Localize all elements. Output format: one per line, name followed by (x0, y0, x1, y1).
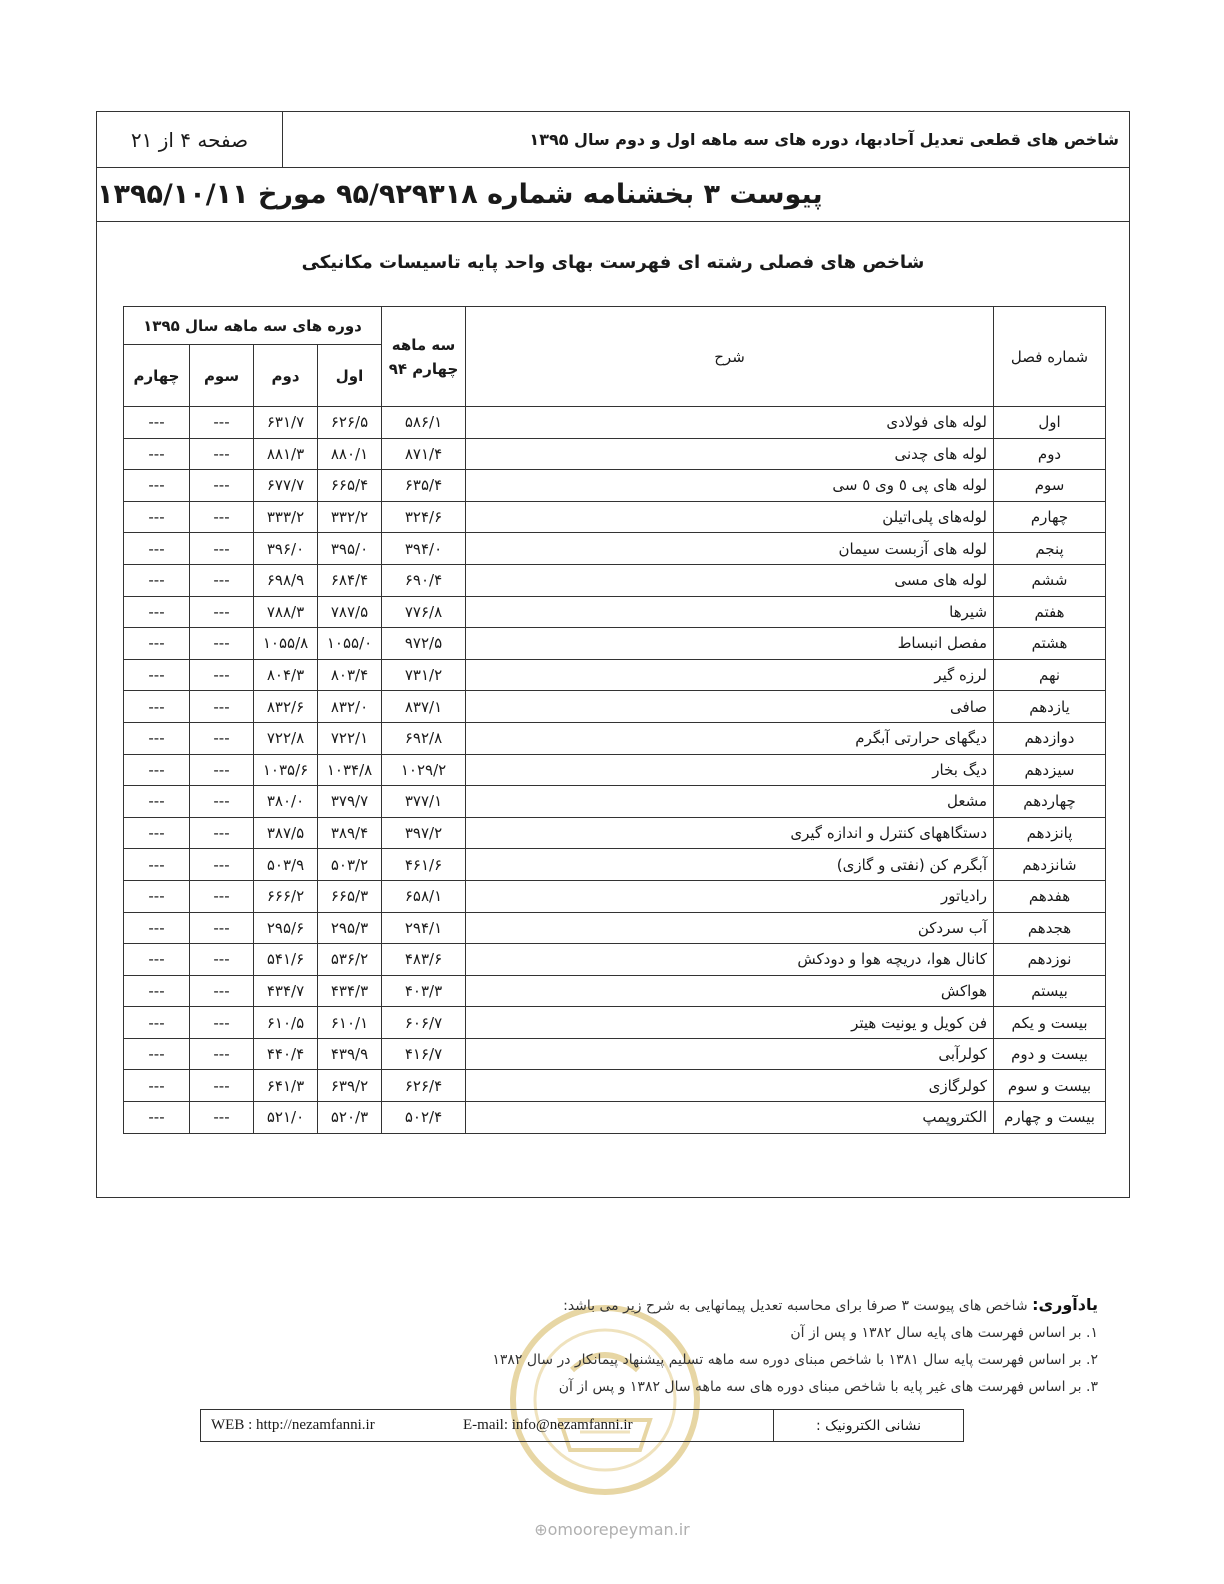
q4-cell: --- (124, 564, 190, 596)
contact-label: نشانی الکترونیک : (773, 1410, 963, 1441)
q1-cell: ۳۹۵/۰ (318, 533, 382, 565)
q1-cell: ۷۸۷/۵ (318, 596, 382, 628)
q3-cell: --- (190, 407, 254, 439)
description-cell: لوله‌های پلی‌اتیلن (466, 501, 994, 533)
table-row (124, 849, 1106, 881)
table-row (124, 880, 1106, 912)
description-cell: فن کویل و یونیت هیتر (466, 1007, 994, 1039)
header-description: شرح (466, 307, 994, 407)
q2-cell: ۸۸۱/۳ (254, 438, 318, 470)
prev-quarter-cell: ۹۷۲/۵ (382, 628, 466, 660)
q3-cell: --- (190, 564, 254, 596)
prev-quarter-cell: ۴۸۳/۶ (382, 944, 466, 976)
q1-cell: ۸۳۲/۰ (318, 691, 382, 723)
chapter-cell: بیست و چهارم (994, 1102, 1106, 1134)
q3-cell: --- (190, 849, 254, 881)
prev-quarter-cell: ۲۹۴/۱ (382, 912, 466, 944)
table-row (124, 944, 1106, 976)
description-cell: مشعل (466, 786, 994, 818)
table-row (124, 501, 1106, 533)
prev-quarter-cell: ۳۷۷/۱ (382, 786, 466, 818)
table-row (124, 975, 1106, 1007)
description-cell: لوله های چدنی (466, 438, 994, 470)
chapter-cell: هفتم (994, 596, 1106, 628)
footer-site (0, 1520, 1224, 1539)
table-row (124, 691, 1106, 723)
q2-cell: ۶۷۷/۷ (254, 470, 318, 502)
q3-cell: --- (190, 691, 254, 723)
table-row (124, 786, 1106, 818)
contact-box (200, 1409, 964, 1442)
q2-cell: ۱۰۵۵/۸ (254, 628, 318, 660)
q3-cell: --- (190, 501, 254, 533)
q2-cell: ۶۹۸/۹ (254, 564, 318, 596)
header-row (97, 112, 1129, 168)
description-cell: لرزه گیر (466, 659, 994, 691)
q1-cell: ۳۳۲/۲ (318, 501, 382, 533)
prev-quarter-cell: ۶۳۵/۴ (382, 470, 466, 502)
description-cell: کولرآبی (466, 1038, 994, 1070)
table-row (124, 1102, 1106, 1134)
q2-cell: ۳۳۳/۲ (254, 501, 318, 533)
q3-cell: --- (190, 880, 254, 912)
header-q3: سوم (190, 345, 254, 407)
prev-quarter-cell: ۵۰۲/۴ (382, 1102, 466, 1134)
q2-cell: ۷۸۸/۳ (254, 596, 318, 628)
q4-cell: --- (124, 912, 190, 944)
description-cell: مفصل انبساط (466, 628, 994, 660)
notes-intro-line (492, 1291, 1098, 1320)
prev-quarter-cell: ۸۳۷/۱ (382, 691, 466, 723)
header-periods-group: دوره های سه ماهه سال ۱۳۹۵ (124, 307, 382, 345)
q2-cell: ۶۶۶/۲ (254, 880, 318, 912)
table-row (124, 533, 1106, 565)
q2-cell: ۶۳۱/۷ (254, 407, 318, 439)
q4-cell: --- (124, 691, 190, 723)
q3-cell: --- (190, 596, 254, 628)
table-body (124, 407, 1106, 1134)
q4-cell: --- (124, 975, 190, 1007)
q2-cell: ۵۰۳/۹ (254, 849, 318, 881)
q1-cell: ۵۳۶/۲ (318, 944, 382, 976)
q2-cell: ۳۹۶/۰ (254, 533, 318, 565)
description-cell: دیگ بخار (466, 754, 994, 786)
q2-cell: ۵۲۱/۰ (254, 1102, 318, 1134)
description-cell: رادیاتور (466, 880, 994, 912)
q1-cell: ۳۸۹/۴ (318, 817, 382, 849)
table-row (124, 1038, 1106, 1070)
q2-cell: ۵۴۱/۶ (254, 944, 318, 976)
description-cell: آبگرم کن (نفتی و گازی) (466, 849, 994, 881)
table-row (124, 1007, 1106, 1039)
table-row (124, 722, 1106, 754)
q4-cell: --- (124, 944, 190, 976)
q2-cell: ۸۰۴/۳ (254, 659, 318, 691)
chapter-cell: سوم (994, 470, 1106, 502)
circular-subtitle: پیوست ۳ بخشنامه شماره ۹۵/۹۲۹۳۱۸ مورخ ۱۳۹۵/۱۰/۱۱ (97, 168, 1129, 222)
q2-cell: ۴۳۴/۷ (254, 975, 318, 1007)
q4-cell: --- (124, 1102, 190, 1134)
description-cell: شیرها (466, 596, 994, 628)
q4-cell: --- (124, 786, 190, 818)
note-item-1: ۱. بر اساس فهرست های پایه سال ۱۳۸۲ و پس از آن (790, 1325, 1098, 1341)
q1-cell: ۶۲۶/۵ (318, 407, 382, 439)
chapter-cell: بیستم (994, 975, 1106, 1007)
table-row (124, 754, 1106, 786)
prev-quarter-cell: ۳۹۴/۰ (382, 533, 466, 565)
q1-cell: ۵۲۰/۳ (318, 1102, 382, 1134)
table-title: شاخص های فصلی رشته ای فهرست بهای واحد پایه تاسیسات مکانیکی (301, 252, 925, 273)
header-title: شاخص های قطعی تعدیل آحادبها، دوره های سه ماهه اول و دوم سال ۱۳۹۵ (529, 130, 1119, 149)
q4-cell: --- (124, 533, 190, 565)
chapter-cell: بیست و یکم (994, 1007, 1106, 1039)
q3-cell: --- (190, 975, 254, 1007)
q4-cell: --- (124, 628, 190, 660)
q4-cell: --- (124, 817, 190, 849)
description-cell: لوله های فولادی (466, 407, 994, 439)
q4-cell: --- (124, 1070, 190, 1102)
q2-cell: ۳۸۷/۵ (254, 817, 318, 849)
chapter-cell: بیست و سوم (994, 1070, 1106, 1102)
table-row (124, 470, 1106, 502)
table-row (124, 596, 1106, 628)
q1-cell: ۱۰۳۴/۸ (318, 754, 382, 786)
chapter-cell: هجدهم (994, 912, 1106, 944)
q1-cell: ۱۰۵۵/۰ (318, 628, 382, 660)
q1-cell: ۸۰۳/۴ (318, 659, 382, 691)
chapter-cell: چهارم (994, 501, 1106, 533)
q3-cell: --- (190, 817, 254, 849)
chapter-cell: یازدهم (994, 691, 1106, 723)
prev-quarter-cell: ۸۷۱/۴ (382, 438, 466, 470)
header-q1: اول (318, 345, 382, 407)
header-q4: چهارم (124, 345, 190, 407)
prev-quarter-cell: ۶۰۶/۷ (382, 1007, 466, 1039)
table-row (124, 817, 1106, 849)
q2-cell: ۷۲۲/۸ (254, 722, 318, 754)
q1-cell: ۶۳۹/۲ (318, 1070, 382, 1102)
q1-cell: ۳۷۹/۷ (318, 786, 382, 818)
description-cell: لوله های پی ٥ وی ٥ سی (466, 470, 994, 502)
prev-quarter-cell: ۵۸۶/۱ (382, 407, 466, 439)
q1-cell: ۶۶۵/۳ (318, 880, 382, 912)
prev-quarter-cell: ۶۹۲/۸ (382, 722, 466, 754)
q3-cell: --- (190, 628, 254, 660)
description-cell: کولرگازی (466, 1070, 994, 1102)
chapter-cell: ششم (994, 564, 1106, 596)
q2-cell: ۳۸۰/۰ (254, 786, 318, 818)
q1-cell: ۴۳۴/۳ (318, 975, 382, 1007)
table-row (124, 912, 1106, 944)
globe-icon: ⊕ (534, 1520, 548, 1539)
contact-web[interactable]: WEB : http://nezamfanni.ir (211, 1417, 375, 1433)
prev-quarter-cell: ۶۹۰/۴ (382, 564, 466, 596)
q1-cell: ۵۰۳/۲ (318, 849, 382, 881)
q1-cell: ۷۲۲/۱ (318, 722, 382, 754)
q3-cell: --- (190, 912, 254, 944)
notes-block (492, 1291, 1098, 1401)
prev-quarter-cell: ۴۶۱/۶ (382, 849, 466, 881)
q2-cell: ۸۳۲/۶ (254, 691, 318, 723)
q4-cell: --- (124, 1007, 190, 1039)
contact-email[interactable]: E-mail: info@nezamfanni.ir (463, 1417, 633, 1433)
chapter-cell: اول (994, 407, 1106, 439)
description-cell: دیگهای حرارتی آبگرم (466, 722, 994, 754)
q3-cell: --- (190, 470, 254, 502)
table-row (124, 1070, 1106, 1102)
prev-quarter-cell: ۶۲۶/۴ (382, 1070, 466, 1102)
q3-cell: --- (190, 722, 254, 754)
prev-quarter-cell: ۳۹۷/۲ (382, 817, 466, 849)
prev-quarter-cell: ۴۰۳/۳ (382, 975, 466, 1007)
chapter-cell: چهاردهم (994, 786, 1106, 818)
note-item-3: ۳. بر اساس فهرست های غیر پایه با شاخص مبنای دوره های سه ماهه سال ۱۳۸۲ و پس از آن (558, 1379, 1098, 1395)
q2-cell: ۱۰۳۵/۶ (254, 754, 318, 786)
q1-cell: ۴۳۹/۹ (318, 1038, 382, 1070)
q4-cell: --- (124, 754, 190, 786)
prev-quarter-cell: ۷۷۶/۸ (382, 596, 466, 628)
chapter-cell: پانزدهم (994, 817, 1106, 849)
note-item-2: ۲. بر اساس فهرست پایه سال ۱۳۸۱ با شاخص مبنای دوره سه ماهه تسلیم پیشنهاد پیمانکار در سال ۱۳۸۲ (492, 1352, 1098, 1368)
q3-cell: --- (190, 1070, 254, 1102)
q4-cell: --- (124, 659, 190, 691)
prev-quarter-cell: ۱۰۲۹/۲ (382, 754, 466, 786)
header-chapter-no: شماره فصل (994, 307, 1106, 407)
q3-cell: --- (190, 533, 254, 565)
q1-cell: ۶۶۵/۴ (318, 470, 382, 502)
q4-cell: --- (124, 501, 190, 533)
chapter-cell: نوزدهم (994, 944, 1106, 976)
chapter-cell: بیست و دوم (994, 1038, 1106, 1070)
q4-cell: --- (124, 596, 190, 628)
prev-quarter-cell: ۳۲۴/۶ (382, 501, 466, 533)
q3-cell: --- (190, 786, 254, 818)
description-cell: هواکش (466, 975, 994, 1007)
q4-cell: --- (124, 438, 190, 470)
q2-cell: ۶۱۰/۵ (254, 1007, 318, 1039)
q3-cell: --- (190, 659, 254, 691)
chapter-cell: نهم (994, 659, 1106, 691)
chapter-cell: پنجم (994, 533, 1106, 565)
table-row (124, 659, 1106, 691)
footer-site-text: omoorepeyman.ir (547, 1520, 690, 1539)
chapter-cell: هفدهم (994, 880, 1106, 912)
q2-cell: ۲۹۵/۶ (254, 912, 318, 944)
q3-cell: --- (190, 1038, 254, 1070)
q4-cell: --- (124, 880, 190, 912)
description-cell: دستگاههای کنترل و اندازه گیری (466, 817, 994, 849)
prev-quarter-cell: ۶۵۸/۱ (382, 880, 466, 912)
table-row (124, 438, 1106, 470)
q4-cell: --- (124, 470, 190, 502)
q1-cell: ۸۸۰/۱ (318, 438, 382, 470)
q1-cell: ۲۹۵/۳ (318, 912, 382, 944)
q4-cell: --- (124, 407, 190, 439)
prev-quarter-cell: ۴۱۶/۷ (382, 1038, 466, 1070)
q4-cell: --- (124, 722, 190, 754)
chapter-cell: شانزدهم (994, 849, 1106, 881)
notes-intro: شاخص های پیوست ۳ صرفا برای محاسبه تعدیل پیمانهایی به شرح زیر می باشد: (563, 1298, 1028, 1314)
index-table (123, 306, 1106, 1134)
q3-cell: --- (190, 754, 254, 786)
description-cell: الکتروپمپ (466, 1102, 994, 1134)
description-cell: صافی (466, 691, 994, 723)
header-q2: دوم (254, 345, 318, 407)
header-prev-quarter: سه ماهه چهارم ۹۴ (382, 307, 466, 407)
q2-cell: ۴۴۰/۴ (254, 1038, 318, 1070)
q4-cell: --- (124, 849, 190, 881)
description-cell: لوله های مسی (466, 564, 994, 596)
q4-cell: --- (124, 1038, 190, 1070)
q1-cell: ۶۱۰/۱ (318, 1007, 382, 1039)
q2-cell: ۶۴۱/۳ (254, 1070, 318, 1102)
q3-cell: --- (190, 438, 254, 470)
q3-cell: --- (190, 1007, 254, 1039)
table-row (124, 628, 1106, 660)
chapter-cell: دوم (994, 438, 1106, 470)
description-cell: کانال هوا، دریچه هوا و دودکش (466, 944, 994, 976)
q3-cell: --- (190, 944, 254, 976)
document-frame (96, 111, 1130, 1198)
table-row (124, 407, 1106, 439)
table-row (124, 564, 1106, 596)
q1-cell: ۶۸۴/۴ (318, 564, 382, 596)
chapter-cell: دوازدهم (994, 722, 1106, 754)
chapter-cell: سیزدهم (994, 754, 1106, 786)
page-number: صفحه ۴ از ۲۱ (97, 112, 283, 167)
description-cell: لوله های آزبست سیمان (466, 533, 994, 565)
prev-quarter-cell: ۷۳۱/۲ (382, 659, 466, 691)
notes-lead: یادآوری: (1032, 1295, 1098, 1314)
chapter-cell: هشتم (994, 628, 1106, 660)
description-cell: آب سردکن (466, 912, 994, 944)
q3-cell: --- (190, 1102, 254, 1134)
